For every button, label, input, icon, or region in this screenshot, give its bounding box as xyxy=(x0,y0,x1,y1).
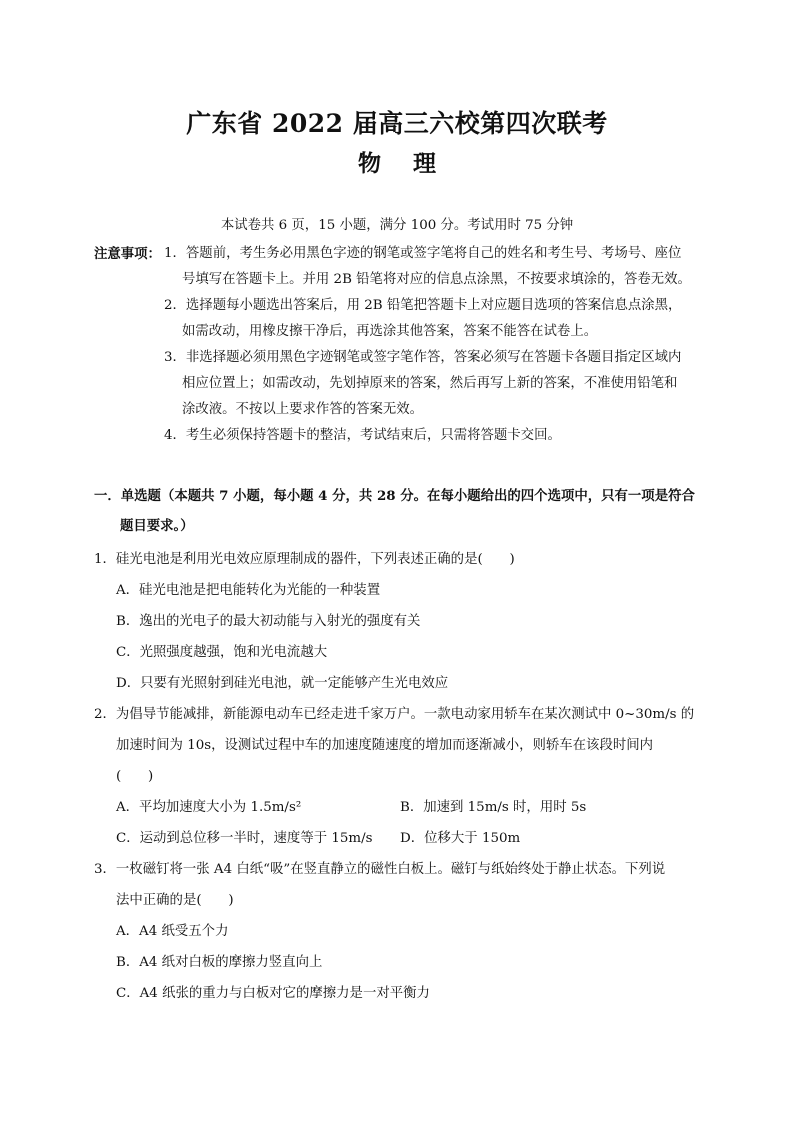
question-2-stem-line-3: ( ) xyxy=(116,769,154,784)
question-2-stem-line-1: 2．为倡导节能减排，新能源电动车已经走进千家万户。一款电动家用轿车在某次测试中 0~30m/s 的 xyxy=(94,707,695,722)
question-2-stem-line-2: 加速时间为 10s，设测试过程中车的加速度随速度的增加而逐渐减小，则轿车在该段时间内 xyxy=(116,738,654,753)
subject-title: 物 理 xyxy=(357,150,437,177)
question-3-option-c: C．A4 纸张的重力与白板对它的摩擦力是一对平衡力 xyxy=(116,986,430,1001)
question-3-stem-line-1: 3．一枚磁钉将一张 A4 白纸“吸”在竖直静立的磁性白板上。磁钉与纸始终处于静止状态。下列说 xyxy=(94,862,666,877)
question-1-option-a: A．硅光电池是把电能转化为光能的一种装置 xyxy=(116,583,381,598)
question-3-option-a: A．A4 纸受五个力 xyxy=(116,924,229,939)
note-2-line-2: 如需改动，用橡皮擦干净后，再选涂其他答案，答案不能答在试卷上。 xyxy=(182,324,598,339)
question-2-option-c: C．运动到总位移一半时，速度等于 15m/s xyxy=(116,831,373,846)
note-3-line-2: 相应位置上；如需改动，先划掉原来的答案，然后再写上新的答案，不准使用铅笔和 xyxy=(182,376,678,391)
question-3-stem-line-2: 法中正确的是( ) xyxy=(116,893,234,908)
note-3-line-3: 涂改液。不按以上要求作答的答案无效。 xyxy=(182,402,424,417)
note-2-line-1: 2．选择题每小题选出答案后，用 2B 铅笔把答题卡上对应题目选项的答案信息点涂黑， xyxy=(164,298,682,313)
question-1-option-b: B．逸出的光电子的最大初动能与入射光的强度有关 xyxy=(116,614,421,629)
question-2-option-d: D．位移大于 150m xyxy=(400,831,521,846)
note-4-line-1: 4．考生必须保持答题卡的整洁，考试结束后，只需将答题卡交回。 xyxy=(164,428,561,443)
question-1-option-d: D．只要有光照射到硅光电池，就一定能够产生光电效应 xyxy=(116,676,449,691)
section-heading-line-2: 题目要求。） xyxy=(120,518,194,534)
note-1-line-2: 号填写在答题卡上。并用 2B 铅笔将对应的信息点涂黑，不按要求填涂的，答卷无效。 xyxy=(182,272,691,287)
exam-title: 广东省 2022 届高三六校第四次联考 xyxy=(186,109,608,138)
notes-label: 注意事项： xyxy=(94,246,161,262)
exam-info: 本试卷共 6 页，15 小题，满分 100 分。考试用时 75 分钟 xyxy=(220,218,574,233)
question-1-stem: 1．硅光电池是利用光电效应原理制成的器件，下列表述正确的是( ) xyxy=(94,552,515,567)
note-3-line-1: 3．非选择题必须用黑色字迹钢笔或签字笔作答，答案必须写在答题卡各题目指定区域内 xyxy=(164,350,682,365)
note-1-line-1: 1．答题前，考生务必用黑色字迹的钢笔或签字笔将自己的姓名和考生号、考场号、座位 xyxy=(164,246,682,261)
question-2-option-b: B．加速到 15m/s 时，用时 5s xyxy=(400,800,587,815)
section-heading-line-1: 一．单选题（本题共 7 小题，每小题 4 分，共 28 分。在每小题给出的四个选项中，只有一项是符合 xyxy=(94,488,695,504)
question-3-option-b: B．A4 纸对白板的摩擦力竖直向上 xyxy=(116,955,323,970)
question-1-option-c: C．光照强度越强，饱和光电流越大 xyxy=(116,645,328,660)
question-2-option-a: A．平均加速度大小为 1.5m/s² xyxy=(116,800,302,815)
